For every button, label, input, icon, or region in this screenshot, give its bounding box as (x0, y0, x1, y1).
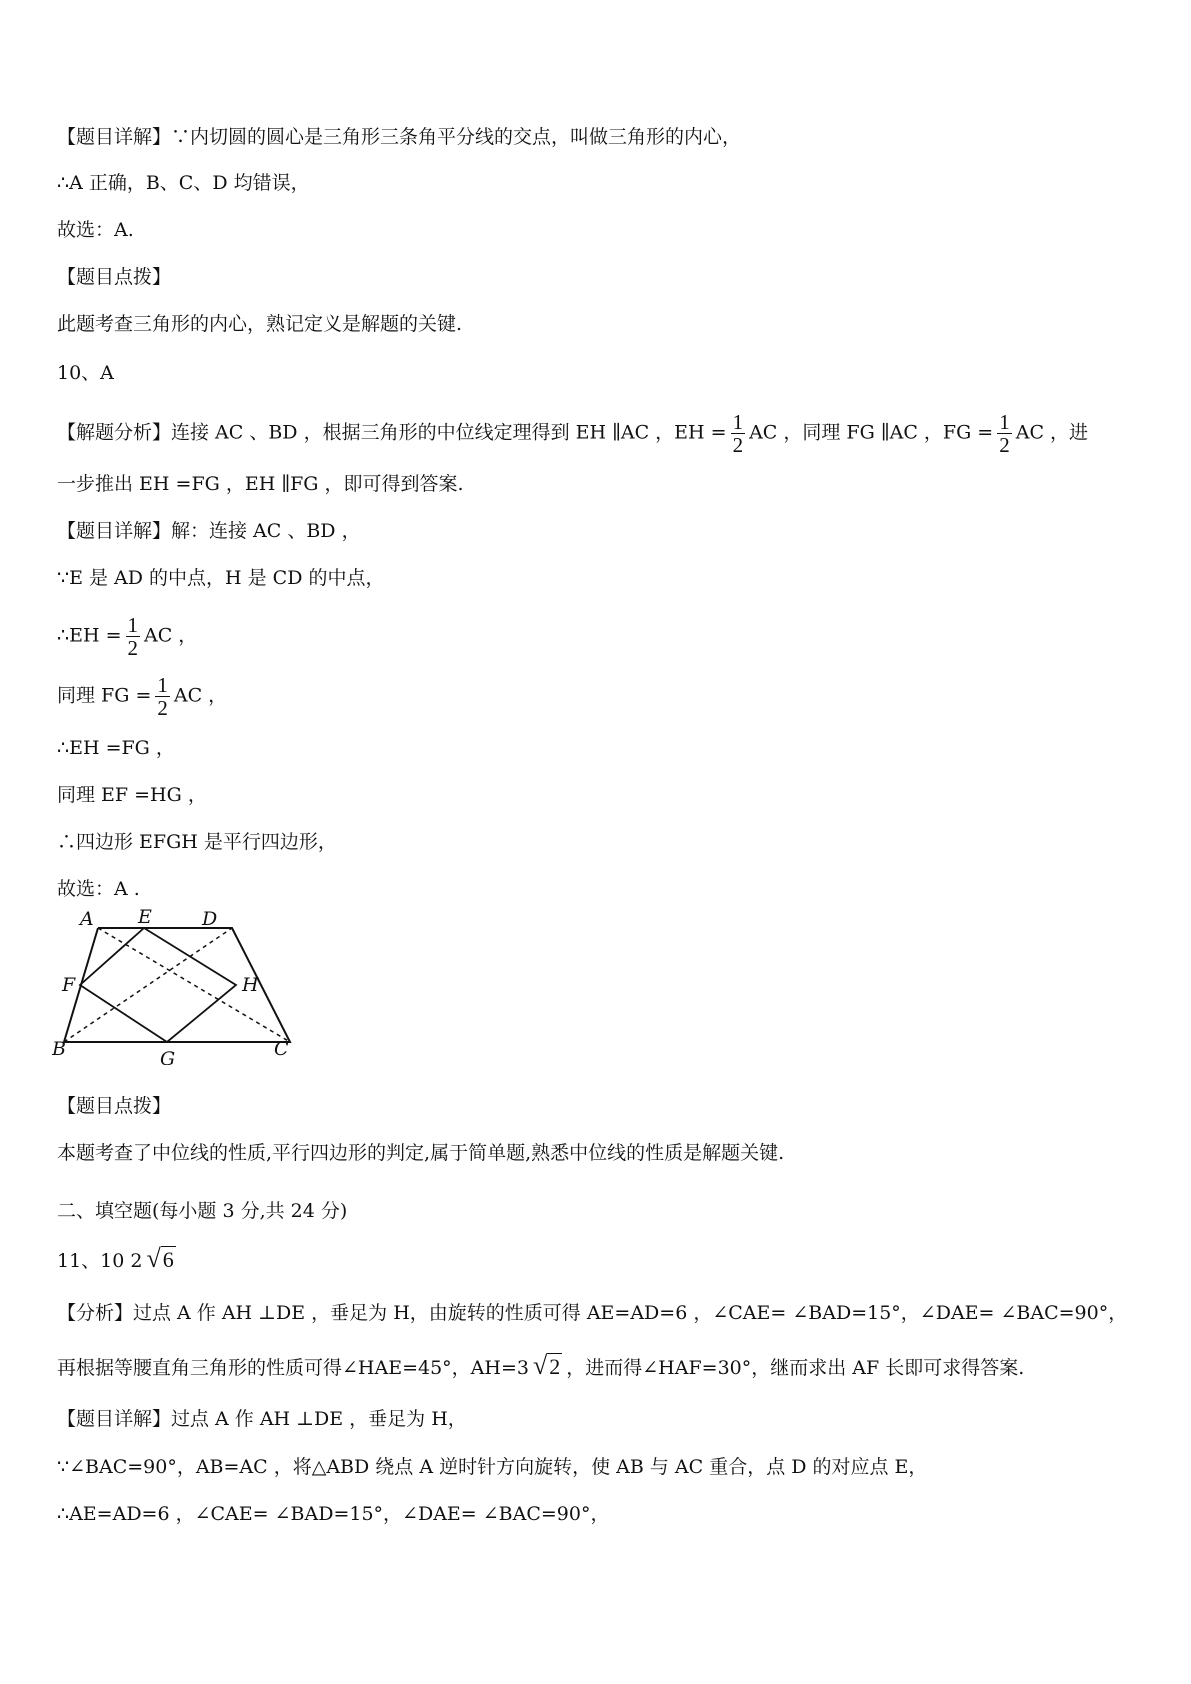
conclusion-line: ∴A 正确，B、C、D 均错误， (57, 172, 310, 194)
label-e: E (138, 906, 152, 928)
tip-heading: 【题目点拨】 (57, 266, 172, 288)
angles-line: ∴AE=AD=6 ，∠CAE= ∠BAD=15°，∠DAE= ∠BAC=90°， (57, 1503, 610, 1525)
fraction-half: $\frac{1}{2}$ (732, 410, 744, 457)
label-b: B (52, 1038, 66, 1060)
label-d: D (202, 908, 218, 930)
ef-hg-line: 同理 EF =HG ， (57, 784, 207, 806)
midpoint-line: ∵E 是 AD 的中点，H 是 CD 的中点， (57, 567, 385, 589)
analysis-line-11b: 再根据等腰直角三角形的性质可得∠HAE=45°，AH=3 √2 ，进而得∠HAF=30°，继而求出 AF 长即可求得答案. (57, 1351, 1025, 1380)
sqrt-6: √6 (146, 1244, 174, 1273)
analysis-line-11: 【分析】过点 A 作 AH ⊥DE ，垂足为 H，由旋转的性质可得 AE=AD=6 ，∠CAE= ∠BAD=15°，∠DAE= ∠BAC=90°， (57, 1302, 1128, 1324)
trapezoid-figure (52, 905, 302, 1065)
question-11-answer: 11、10 2 √6 (57, 1244, 174, 1273)
solution-detail-11: 【题目详解】过点 A 作 AH ⊥DE ，垂足为 H， (57, 1408, 467, 1430)
analysis-text-part2: AC ，同理 FG ∥AC ，FG = (749, 421, 994, 444)
fg-equation: 同理 FG = $\frac{1}{2}$ AC ， (57, 673, 228, 720)
label-a: A (80, 908, 94, 930)
label-g: G (160, 1048, 176, 1065)
analysis-continued: 一步推出 EH =FG ，EH ∥FG ，即可得到答案. (57, 473, 464, 495)
diagonal-bd (64, 928, 232, 1042)
label-f: F (62, 974, 76, 996)
parallelogram-efgh (80, 928, 236, 1042)
label-h: H (242, 974, 259, 996)
tip-text-10: 本题考查了中位线的性质,平行四边形的判定,属于简单题,熟悉中位线的性质是解题关键. (57, 1142, 785, 1164)
question-10-answer: 10、A (57, 362, 114, 384)
eh-fg-line: ∴EH =FG ， (57, 737, 175, 759)
analysis-text-part1: 【解题分析】连接 AC 、BD ，根据三角形的中位线定理得到 EH ∥AC ，EH = (57, 421, 727, 444)
analysis-line-10 (57, 411, 1088, 456)
answer-line: 故选：A. (57, 219, 134, 241)
solution-detail-9: 【题目详解】∵内切圆的圆心是三角形三条角平分线的交点，叫做三角形的内心， (57, 126, 742, 148)
analysis-text-part3: AC ，进 (1015, 421, 1089, 444)
parallelogram-line: ∴四边形 EFGH 是平行四边形， (57, 831, 337, 853)
fraction-half: $\frac{1}{2}$ (999, 410, 1010, 457)
label-c: C (274, 1038, 289, 1060)
solution-detail-10: 【题目详解】解：连接 AC 、BD ， (57, 520, 361, 542)
tip-text: 此题考查三角形的内心，熟记定义是解题的关键. (57, 313, 463, 335)
sqrt-2: √2 (532, 1351, 561, 1380)
fraction-half: $\frac{1}{2}$ (127, 613, 138, 660)
section-heading-fill-blank: 二、填空题(每小题 3 分,共 24 分) (57, 1200, 348, 1222)
eh-equation: ∴EH = $\frac{1}{2}$ AC ， (57, 613, 198, 660)
answer-line-10: 故选：A . (57, 878, 140, 900)
tip-heading-10: 【题目点拨】 (57, 1095, 172, 1117)
rotation-line: ∵∠BAC=90°，AB=AC ，将△ABD 绕点 A 逆时针方向旋转，使 AB 与 AC 重合，点 D 的对应点 E， (57, 1456, 928, 1478)
fraction-half: $\frac{1}{2}$ (157, 673, 168, 720)
